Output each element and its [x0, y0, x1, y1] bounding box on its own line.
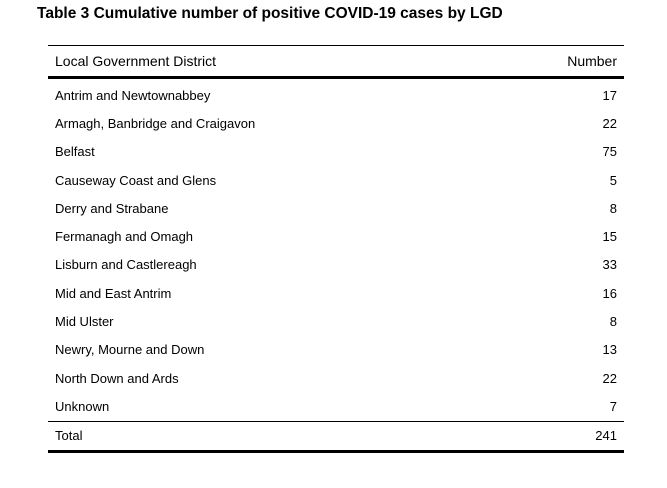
number-cell: 16 — [602, 285, 617, 301]
number-cell: 75 — [602, 144, 617, 160]
table-row — [48, 392, 624, 420]
number-cell: 8 — [609, 200, 617, 216]
total-number: 241 — [595, 428, 617, 444]
table-bottom-rule — [48, 450, 624, 453]
district-cell: Belfast — [55, 144, 95, 160]
table-row — [48, 307, 624, 335]
table-row — [48, 279, 624, 307]
district-cell: Newry, Mourne and Down — [55, 342, 205, 358]
cases-table — [48, 45, 624, 453]
table-row — [48, 81, 624, 109]
header-district: Local Government District — [55, 53, 217, 69]
district-cell: North Down and Ards — [55, 370, 179, 386]
header-number: Number — [567, 53, 617, 69]
table-row — [48, 166, 624, 194]
district-cell: Armagh, Banbridge and Craigavon — [55, 115, 256, 131]
number-cell: 7 — [609, 398, 617, 414]
table-title: Table 3 Cumulative number of positive COVID-19 cases by LGD — [37, 5, 503, 22]
table-header-row — [48, 46, 624, 76]
district-cell: Mid and East Antrim — [55, 285, 172, 301]
number-cell: 13 — [602, 342, 617, 358]
table-row — [48, 336, 624, 364]
number-cell: 33 — [602, 257, 617, 273]
district-cell: Antrim and Newtownabbey — [55, 87, 211, 103]
table-row — [48, 364, 624, 392]
table-body — [48, 79, 624, 421]
district-cell: Causeway Coast and Glens — [55, 172, 217, 188]
district-cell: Unknown — [55, 398, 110, 414]
table-row — [48, 194, 624, 222]
total-label: Total — [55, 428, 83, 444]
number-cell: 8 — [609, 314, 617, 330]
number-cell: 22 — [602, 370, 617, 386]
number-cell: 5 — [609, 172, 617, 188]
table-row — [48, 222, 624, 250]
district-cell: Fermanagh and Omagh — [55, 229, 194, 245]
number-cell: 22 — [602, 115, 617, 131]
table-row — [48, 251, 624, 279]
table-row — [48, 138, 624, 166]
district-cell: Derry and Strabane — [55, 200, 169, 216]
district-cell: Mid Ulster — [55, 314, 114, 330]
district-cell: Lisburn and Castlereagh — [55, 257, 197, 273]
table-row — [48, 109, 624, 137]
table-total-row — [48, 422, 624, 450]
number-cell: 17 — [602, 87, 617, 103]
number-cell: 15 — [602, 229, 617, 245]
